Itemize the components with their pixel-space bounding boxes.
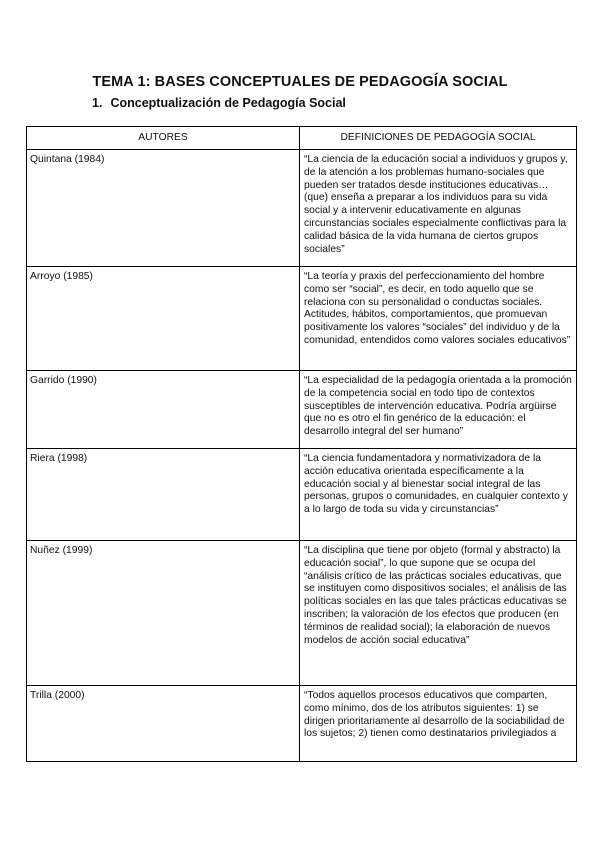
table-row (27, 267, 577, 371)
definition-cell: “La especialidad de la pedagogía orientada a la promoción de la competencia social en todo tipo de contextos susceptibles de intervención educativa. Podría argüirse que no es otro el fin genérico de la educación: el desarrollo integral del ser humano” (300, 371, 577, 449)
author-cell: Trilla (2000) (27, 686, 300, 762)
section-heading (92, 96, 346, 110)
table-row (27, 150, 577, 267)
definition-cell: “La ciencia fundamentadora y normativizadora de la acción educativa orientada específicamente a la educación social y al bienestar social integral de las personas, grupos o comunidades, en cualquier contexto y a lo largo de toda su vida y circunstancias” (300, 449, 577, 541)
definition-cell: “La teoría y praxis del perfeccionamiento del hombre como ser “social”, es decir, en todo aquello que se relaciona con su personalidad o conductas sociales. Actitudes, hábitos, comportamientos, que promuevan positivamente los valores “sociales” del individuo y de la comunidad, entendidos como valores sociales educativos” (300, 267, 577, 371)
author-cell: Arroyo (1985) (27, 267, 300, 371)
section-title: Conceptualización de Pedagogía Social (110, 96, 346, 110)
author-cell: Garrido (1990) (27, 371, 300, 449)
author-cell: Quintana (1984) (27, 150, 300, 267)
definitions-column-header: DEFINICIONES DE PEDAGOGÍA SOCIAL (300, 127, 577, 150)
definition-cell: “La disciplina que tiene por objeto (formal y abstracto) la educación social”, lo que supone que se ocupa del “análisis crítico de las prácticas sociales educativas, que se instituyen como dispositivos sociales; el análisis de las políticas sociales en las que tales prácticas educativas se inscriben; la valoración de los efectos que producen (en términos de realidad social); la elaboración de nuevos modelos de acción social educativa” (300, 541, 577, 686)
definition-cell: “Todos aquellos procesos educativos que comparten, como mínimo, dos de los atributos siguientes: 1) se dirigen prioritariamente al desarrollo de la sociabilidad de los sujetos; 2) tienen como destinatarios privilegiados a (300, 686, 577, 762)
table-row (27, 541, 577, 686)
document-title: TEMA 1: BASES CONCEPTUALES DE PEDAGOGÍA SOCIAL (92, 74, 508, 90)
definition-cell: “La ciencia de la educación social a individuos y grupos y, de la atención a los problemas humano-sociales que pueden ser tratados desde instituciones educativas…(que) enseña a preparar a los individuos para su vida social y a intervenir educativamente en algunas circunstancias sociales especialmente conflictivas para la calidad básica de la vida humana de ciertos grupos sociales” (300, 150, 577, 267)
table-header-row (27, 127, 577, 150)
definitions-table (26, 126, 577, 762)
author-cell: Nuñez (1999) (27, 541, 300, 686)
authors-column-header: AUTORES (27, 127, 300, 150)
table-row (27, 686, 577, 762)
table-row (27, 449, 577, 541)
section-number: 1. (92, 96, 103, 110)
author-cell: Riera (1998) (27, 449, 300, 541)
table-row (27, 371, 577, 449)
